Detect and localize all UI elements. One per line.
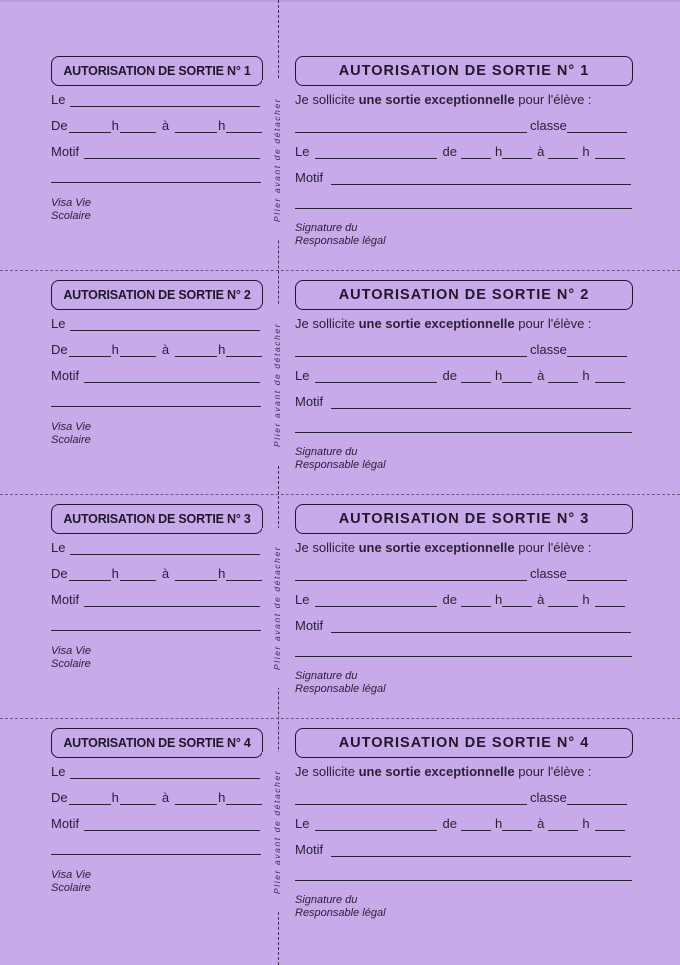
stub-hour-label: h bbox=[111, 566, 119, 581]
main-reason-field[interactable] bbox=[331, 172, 631, 185]
stub-hour-label: h bbox=[218, 118, 226, 133]
stub-reason-label: Motif bbox=[51, 592, 80, 607]
main-date-label: Le bbox=[295, 592, 310, 607]
horizontal-cut-line-1 bbox=[0, 270, 680, 271]
main-title: AUTORISATION DE SORTIE N° 2 bbox=[295, 280, 633, 310]
student-row bbox=[295, 342, 627, 357]
stub-to-hour-field[interactable] bbox=[175, 792, 217, 805]
horizontal-cut-line-2 bbox=[0, 494, 680, 495]
stub-reason-row-2 bbox=[51, 394, 261, 407]
fold-instruction-2: Plier avant de détacher bbox=[262, 305, 292, 465]
horizontal-cut-line-3 bbox=[0, 718, 680, 719]
main-from-hour-field[interactable] bbox=[461, 594, 491, 607]
main-hour-label: h bbox=[494, 144, 503, 159]
main-reason-field[interactable] bbox=[331, 396, 631, 409]
stub-to-hour-field[interactable] bbox=[175, 568, 217, 581]
label-text: Je sollicite bbox=[295, 540, 359, 555]
main-hour-label: h bbox=[582, 592, 590, 607]
main-from-minute-field[interactable] bbox=[502, 146, 532, 159]
label-text: Je sollicite bbox=[295, 764, 359, 779]
main-time-row bbox=[295, 816, 625, 831]
signature-label bbox=[295, 670, 386, 696]
main-hour-label: h bbox=[494, 592, 503, 607]
student-row bbox=[295, 566, 627, 581]
stub-reason-field[interactable] bbox=[84, 594, 260, 607]
class-field[interactable] bbox=[567, 120, 627, 133]
main-reason-label: Motif bbox=[295, 618, 324, 633]
label-text: Responsable légal bbox=[295, 907, 386, 919]
label-text: Je sollicite bbox=[295, 316, 359, 331]
main-reason-row bbox=[295, 618, 632, 633]
label-text: pour l'élève : bbox=[514, 316, 592, 331]
main-date-label: Le bbox=[295, 368, 310, 383]
label-text: Visa Vie bbox=[51, 869, 91, 881]
student-name-field[interactable] bbox=[295, 568, 527, 581]
main-reason-field-2[interactable] bbox=[295, 644, 632, 657]
main-reason-field-2[interactable] bbox=[295, 420, 632, 433]
stub-to-minute-field[interactable] bbox=[226, 120, 262, 133]
main-hour-label: h bbox=[582, 816, 590, 831]
stub-date-row bbox=[51, 764, 261, 779]
stub-visa-label bbox=[51, 645, 91, 671]
main-to-minute-field[interactable] bbox=[595, 370, 625, 383]
stub-reason-row-2 bbox=[51, 842, 261, 855]
label-text: Responsable légal bbox=[295, 683, 386, 695]
stub-reason-row bbox=[51, 368, 261, 383]
request-sentence bbox=[295, 764, 592, 779]
stub-date-field[interactable] bbox=[70, 318, 260, 331]
label-text: Responsable légal bbox=[295, 235, 386, 247]
stub-hour-label: h bbox=[111, 118, 119, 133]
stub-date-field[interactable] bbox=[70, 94, 260, 107]
main-date-label: Le bbox=[295, 144, 310, 159]
stub-from-label: De bbox=[51, 790, 68, 805]
stub-reason-field-2[interactable] bbox=[51, 618, 261, 631]
stub-from-minute-field[interactable] bbox=[120, 792, 156, 805]
stub-title: AUTORISATION DE SORTIE N° 3 bbox=[51, 504, 263, 534]
stub-from-label: De bbox=[51, 342, 68, 357]
main-to-minute-field[interactable] bbox=[595, 818, 625, 831]
signature-label bbox=[295, 222, 386, 248]
stub-from-label: De bbox=[51, 566, 68, 581]
main-hour-label: h bbox=[582, 144, 590, 159]
label-text: Scolaire bbox=[51, 210, 91, 222]
label-text: une sortie exceptionnelle bbox=[358, 764, 515, 779]
main-from-label: de bbox=[442, 368, 457, 383]
main-to-label: à bbox=[537, 592, 545, 607]
main-title: AUTORISATION DE SORTIE N° 1 bbox=[295, 56, 633, 86]
class-field[interactable] bbox=[567, 344, 627, 357]
stub-reason-row bbox=[51, 144, 261, 159]
label-text: Signature du bbox=[295, 894, 358, 906]
main-to-minute-field[interactable] bbox=[595, 146, 625, 159]
stub-reason-row-2 bbox=[51, 170, 261, 183]
stub-reason-row bbox=[51, 592, 261, 607]
main-to-hour-field[interactable] bbox=[548, 370, 578, 383]
stub-date-row bbox=[51, 540, 261, 555]
main-reason-field-2[interactable] bbox=[295, 868, 632, 881]
main-from-hour-field[interactable] bbox=[461, 370, 491, 383]
main-reason-row bbox=[295, 394, 632, 409]
student-row bbox=[295, 118, 627, 133]
stub-from-hour-field[interactable] bbox=[69, 792, 111, 805]
stub-title: AUTORISATION DE SORTIE N° 4 bbox=[51, 728, 263, 758]
main-from-label: de bbox=[442, 144, 457, 159]
stub-to-label: à bbox=[161, 566, 170, 581]
main-reason-row-2 bbox=[295, 644, 632, 657]
stub-reason-field-2[interactable] bbox=[51, 842, 261, 855]
main-time-row bbox=[295, 368, 625, 383]
main-to-minute-field[interactable] bbox=[595, 594, 625, 607]
stub-from-hour-field[interactable] bbox=[69, 568, 111, 581]
label-text: pour l'élève : bbox=[514, 92, 592, 107]
main-to-label: à bbox=[537, 144, 545, 159]
main-from-hour-field[interactable] bbox=[461, 818, 491, 831]
stub-reason-field[interactable] bbox=[84, 818, 260, 831]
request-sentence bbox=[295, 540, 592, 555]
signature-label bbox=[295, 446, 386, 472]
main-from-hour-field[interactable] bbox=[461, 146, 491, 159]
main-time-row bbox=[295, 144, 625, 159]
stub-title: AUTORISATION DE SORTIE N° 2 bbox=[51, 280, 263, 310]
fold-instruction-1: Plier avant de détacher bbox=[262, 80, 292, 240]
stub-date-row bbox=[51, 316, 261, 331]
stub-reason-label: Motif bbox=[51, 816, 80, 831]
class-label: classe bbox=[530, 118, 567, 133]
class-field[interactable] bbox=[567, 792, 627, 805]
label-text: une sortie exceptionnelle bbox=[358, 540, 515, 555]
stub-visa-label bbox=[51, 421, 91, 447]
main-reason-row-2 bbox=[295, 420, 632, 433]
stub-to-minute-field[interactable] bbox=[226, 568, 262, 581]
main-reason-row-2 bbox=[295, 868, 632, 881]
student-name-field[interactable] bbox=[295, 344, 527, 357]
main-date-label: Le bbox=[295, 816, 310, 831]
main-reason-label: Motif bbox=[295, 394, 324, 409]
label-text: Responsable légal bbox=[295, 459, 386, 471]
class-field[interactable] bbox=[567, 568, 627, 581]
main-hour-label: h bbox=[582, 368, 590, 383]
main-to-hour-field[interactable] bbox=[548, 146, 578, 159]
stub-date-label: Le bbox=[51, 316, 66, 331]
stub-date-field[interactable] bbox=[70, 542, 260, 555]
stub-date-label: Le bbox=[51, 540, 66, 555]
label-text: pour l'élève : bbox=[514, 540, 592, 555]
stub-reason-row bbox=[51, 816, 261, 831]
stub-from-minute-field[interactable] bbox=[120, 568, 156, 581]
label-text: Visa Vie bbox=[51, 421, 91, 433]
stub-reason-field-2[interactable] bbox=[51, 394, 261, 407]
stub-hour-label: h bbox=[218, 566, 226, 581]
stub-visa-label bbox=[51, 869, 91, 895]
stub-hour-label: h bbox=[111, 790, 119, 805]
main-reason-label: Motif bbox=[295, 170, 324, 185]
stub-reason-field[interactable] bbox=[84, 146, 260, 159]
main-date-field[interactable] bbox=[315, 370, 437, 383]
request-sentence bbox=[295, 316, 592, 331]
label-text: Visa Vie bbox=[51, 197, 91, 209]
stub-from-hour-field[interactable] bbox=[69, 344, 111, 357]
stub-from-minute-field[interactable] bbox=[120, 344, 156, 357]
stub-date-field[interactable] bbox=[70, 766, 260, 779]
stub-from-label: De bbox=[51, 118, 68, 133]
main-reason-field[interactable] bbox=[331, 844, 631, 857]
stub-time-row bbox=[51, 790, 263, 805]
main-date-field[interactable] bbox=[315, 146, 437, 159]
main-hour-label: h bbox=[494, 368, 503, 383]
stub-reason-row-2 bbox=[51, 618, 261, 631]
stub-hour-label: h bbox=[218, 342, 226, 357]
label-text: Scolaire bbox=[51, 882, 91, 894]
main-date-field[interactable] bbox=[315, 818, 437, 831]
stub-hour-label: h bbox=[111, 342, 119, 357]
label-text: pour l'élève : bbox=[514, 764, 592, 779]
class-label: classe bbox=[530, 342, 567, 357]
stub-from-hour-field[interactable] bbox=[69, 120, 111, 133]
main-reason-label: Motif bbox=[295, 842, 324, 857]
label-text: Signature du bbox=[295, 446, 358, 458]
main-from-minute-field[interactable] bbox=[502, 370, 532, 383]
stub-visa-label bbox=[51, 197, 91, 223]
stub-title: AUTORISATION DE SORTIE N° 1 bbox=[51, 56, 263, 86]
fold-instruction-4: Plier avant de détacher bbox=[262, 752, 292, 912]
stub-reason-field-2[interactable] bbox=[51, 170, 261, 183]
signature-label bbox=[295, 894, 386, 920]
page-top-edge bbox=[0, 0, 680, 2]
main-to-label: à bbox=[537, 816, 545, 831]
label-text: Signature du bbox=[295, 670, 358, 682]
stub-to-minute-field[interactable] bbox=[226, 792, 262, 805]
main-from-minute-field[interactable] bbox=[502, 594, 532, 607]
stub-to-hour-field[interactable] bbox=[175, 120, 217, 133]
stub-to-hour-field[interactable] bbox=[175, 344, 217, 357]
stub-date-label: Le bbox=[51, 764, 66, 779]
label-text: une sortie exceptionnelle bbox=[358, 316, 515, 331]
stub-to-minute-field[interactable] bbox=[226, 344, 262, 357]
main-reason-row bbox=[295, 170, 632, 185]
main-to-hour-field[interactable] bbox=[548, 818, 578, 831]
main-to-label: à bbox=[537, 368, 545, 383]
stub-reason-label: Motif bbox=[51, 368, 80, 383]
student-row bbox=[295, 790, 627, 805]
label-text: Scolaire bbox=[51, 658, 91, 670]
main-title: AUTORISATION DE SORTIE N° 4 bbox=[295, 728, 633, 758]
main-time-row bbox=[295, 592, 625, 607]
class-label: classe bbox=[530, 566, 567, 581]
stub-date-label: Le bbox=[51, 92, 66, 107]
main-reason-field-2[interactable] bbox=[295, 196, 632, 209]
stub-time-row bbox=[51, 118, 263, 133]
stub-reason-label: Motif bbox=[51, 144, 80, 159]
fold-instruction-3: Plier avant de détacher bbox=[262, 528, 292, 688]
label-text: Signature du bbox=[295, 222, 358, 234]
stub-from-minute-field[interactable] bbox=[120, 120, 156, 133]
class-label: classe bbox=[530, 790, 567, 805]
main-from-label: de bbox=[442, 592, 457, 607]
request-sentence bbox=[295, 92, 592, 107]
stub-time-row bbox=[51, 566, 263, 581]
label-text: Visa Vie bbox=[51, 645, 91, 657]
main-reason-field[interactable] bbox=[331, 620, 631, 633]
stub-time-row bbox=[51, 342, 263, 357]
stub-date-row bbox=[51, 92, 261, 107]
main-hour-label: h bbox=[494, 816, 503, 831]
student-name-field[interactable] bbox=[295, 792, 527, 805]
stub-to-label: à bbox=[161, 790, 170, 805]
stub-reason-field[interactable] bbox=[84, 370, 260, 383]
label-text: Je sollicite bbox=[295, 92, 359, 107]
main-from-minute-field[interactable] bbox=[502, 818, 532, 831]
label-text: Scolaire bbox=[51, 434, 91, 446]
main-from-label: de bbox=[442, 816, 457, 831]
main-title: AUTORISATION DE SORTIE N° 3 bbox=[295, 504, 633, 534]
main-date-field[interactable] bbox=[315, 594, 437, 607]
main-to-hour-field[interactable] bbox=[548, 594, 578, 607]
stub-to-label: à bbox=[161, 342, 170, 357]
main-reason-row bbox=[295, 842, 632, 857]
stub-to-label: à bbox=[161, 118, 170, 133]
stub-hour-label: h bbox=[218, 790, 226, 805]
main-reason-row-2 bbox=[295, 196, 632, 209]
label-text: une sortie exceptionnelle bbox=[358, 92, 515, 107]
student-name-field[interactable] bbox=[295, 120, 527, 133]
